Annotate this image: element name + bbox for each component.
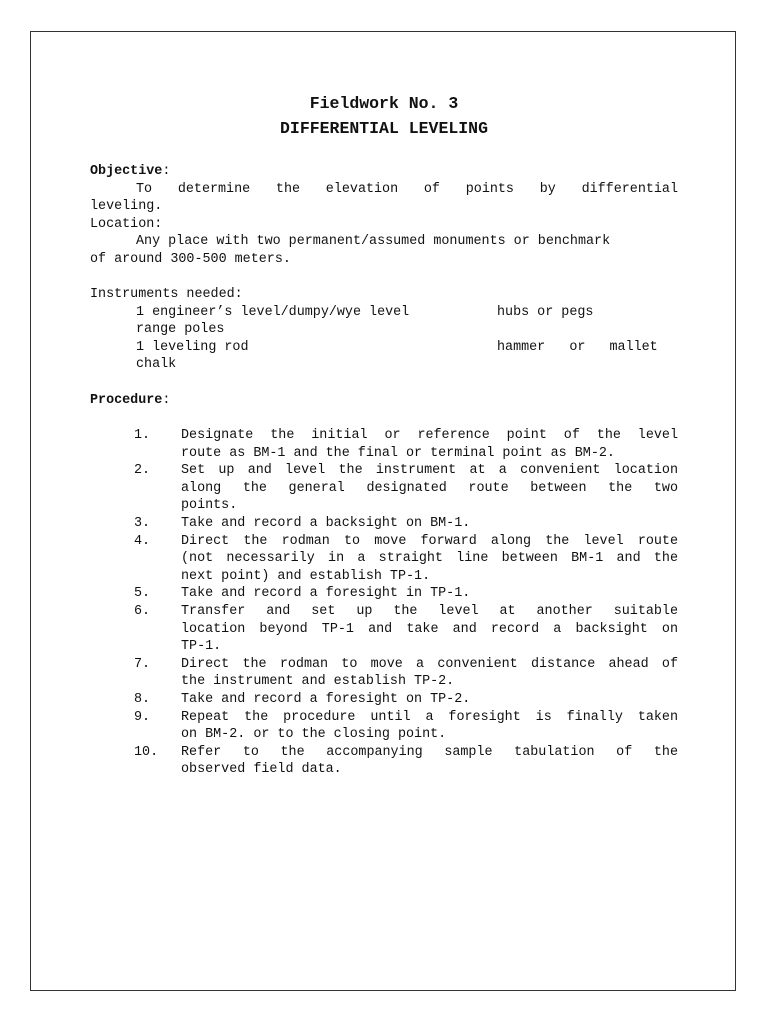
instrument-item: 1 engineer’s level/dumpy/wye level <box>136 305 410 320</box>
step-line: on BM-2. or to the closing point. <box>181 727 447 743</box>
objective-colon: : <box>162 164 171 179</box>
step-line: Direct the rodman to move forward along the level route <box>181 533 678 549</box>
instrument-item: hammer or mallet <box>497 340 658 355</box>
step-line: points. <box>181 498 238 514</box>
step-line: Designate the initial or reference point of the level <box>181 428 678 443</box>
objective-heading <box>90 163 678 181</box>
step-line: the instrument and establish TP-2. <box>181 674 455 690</box>
step-text <box>181 709 678 744</box>
instrument-item: range poles <box>136 322 225 337</box>
objective-text-line1: To determine the elevation of points by differential <box>136 182 678 197</box>
step-line: Set up and level the instrument at a convenient location <box>181 463 678 479</box>
step-line: observed field data. <box>181 762 342 778</box>
location-text-line1: Any place with two permanent/assumed monuments or benchmark <box>136 234 611 249</box>
step-line: Repeat the procedure until a foresight is finally taken <box>181 709 678 725</box>
procedure-heading <box>90 392 678 410</box>
procedure-label: Procedure <box>90 393 163 408</box>
step-number: 4. <box>134 533 151 549</box>
step-line: Take and record a foresight on TP-2. <box>181 692 471 707</box>
step-text <box>181 585 678 603</box>
step-line: next point) and establish TP-1. <box>181 568 431 584</box>
step-number: 3. <box>134 516 151 531</box>
step-line: location beyond TP-1 and take and record a backsight on <box>181 621 678 637</box>
step-line: TP-1. <box>181 639 222 655</box>
objective-text-line2: leveling. <box>90 199 163 214</box>
step-number: 5. <box>134 586 151 602</box>
step-line: Direct the rodman to move a convenient distance ahead of <box>181 656 678 672</box>
step-line: Refer to the accompanying sample tabulation of the <box>181 744 678 760</box>
step-number: 1. <box>134 428 151 443</box>
step-number: 7. <box>134 656 151 672</box>
instrument-item: hubs or pegs <box>497 305 594 320</box>
step-text <box>181 656 678 691</box>
step-number: 8. <box>134 692 151 707</box>
step-line: (not necessarily in a straight line between BM-1 and the <box>181 551 678 567</box>
step-line: Take and record a backsight on BM-1. <box>181 516 471 531</box>
document-subtitle: DIFFERENTIAL LEVELING <box>280 119 488 138</box>
step-text <box>181 427 678 462</box>
step-text <box>181 603 678 656</box>
step-text <box>181 515 678 533</box>
location-label: Location: <box>90 217 163 232</box>
step-number: 9. <box>134 709 151 725</box>
step-text <box>181 533 678 586</box>
location-text-line2: of around 300-500 meters. <box>90 252 291 267</box>
step-text <box>181 462 678 515</box>
step-text <box>181 691 678 709</box>
instrument-item: 1 leveling rod <box>136 340 249 355</box>
step-text <box>181 744 678 779</box>
objective-label: Objective <box>90 164 163 179</box>
step-line: along the general designated route between the two <box>181 480 678 496</box>
instrument-item: chalk <box>136 357 177 372</box>
step-number: 10. <box>134 744 159 760</box>
step-line: route as BM-1 and the final or terminal point as BM-2. <box>181 445 615 461</box>
instruments-label: Instruments needed: <box>90 287 243 302</box>
step-number: 2. <box>134 463 151 479</box>
procedure-colon: : <box>162 393 171 408</box>
document-title: Fieldwork No. 3 <box>309 94 459 113</box>
step-number: 6. <box>134 604 151 619</box>
step-line: Transfer and set up the level at another suitable <box>181 604 678 619</box>
step-line: Take and record a foresight in TP-1. <box>181 586 471 602</box>
